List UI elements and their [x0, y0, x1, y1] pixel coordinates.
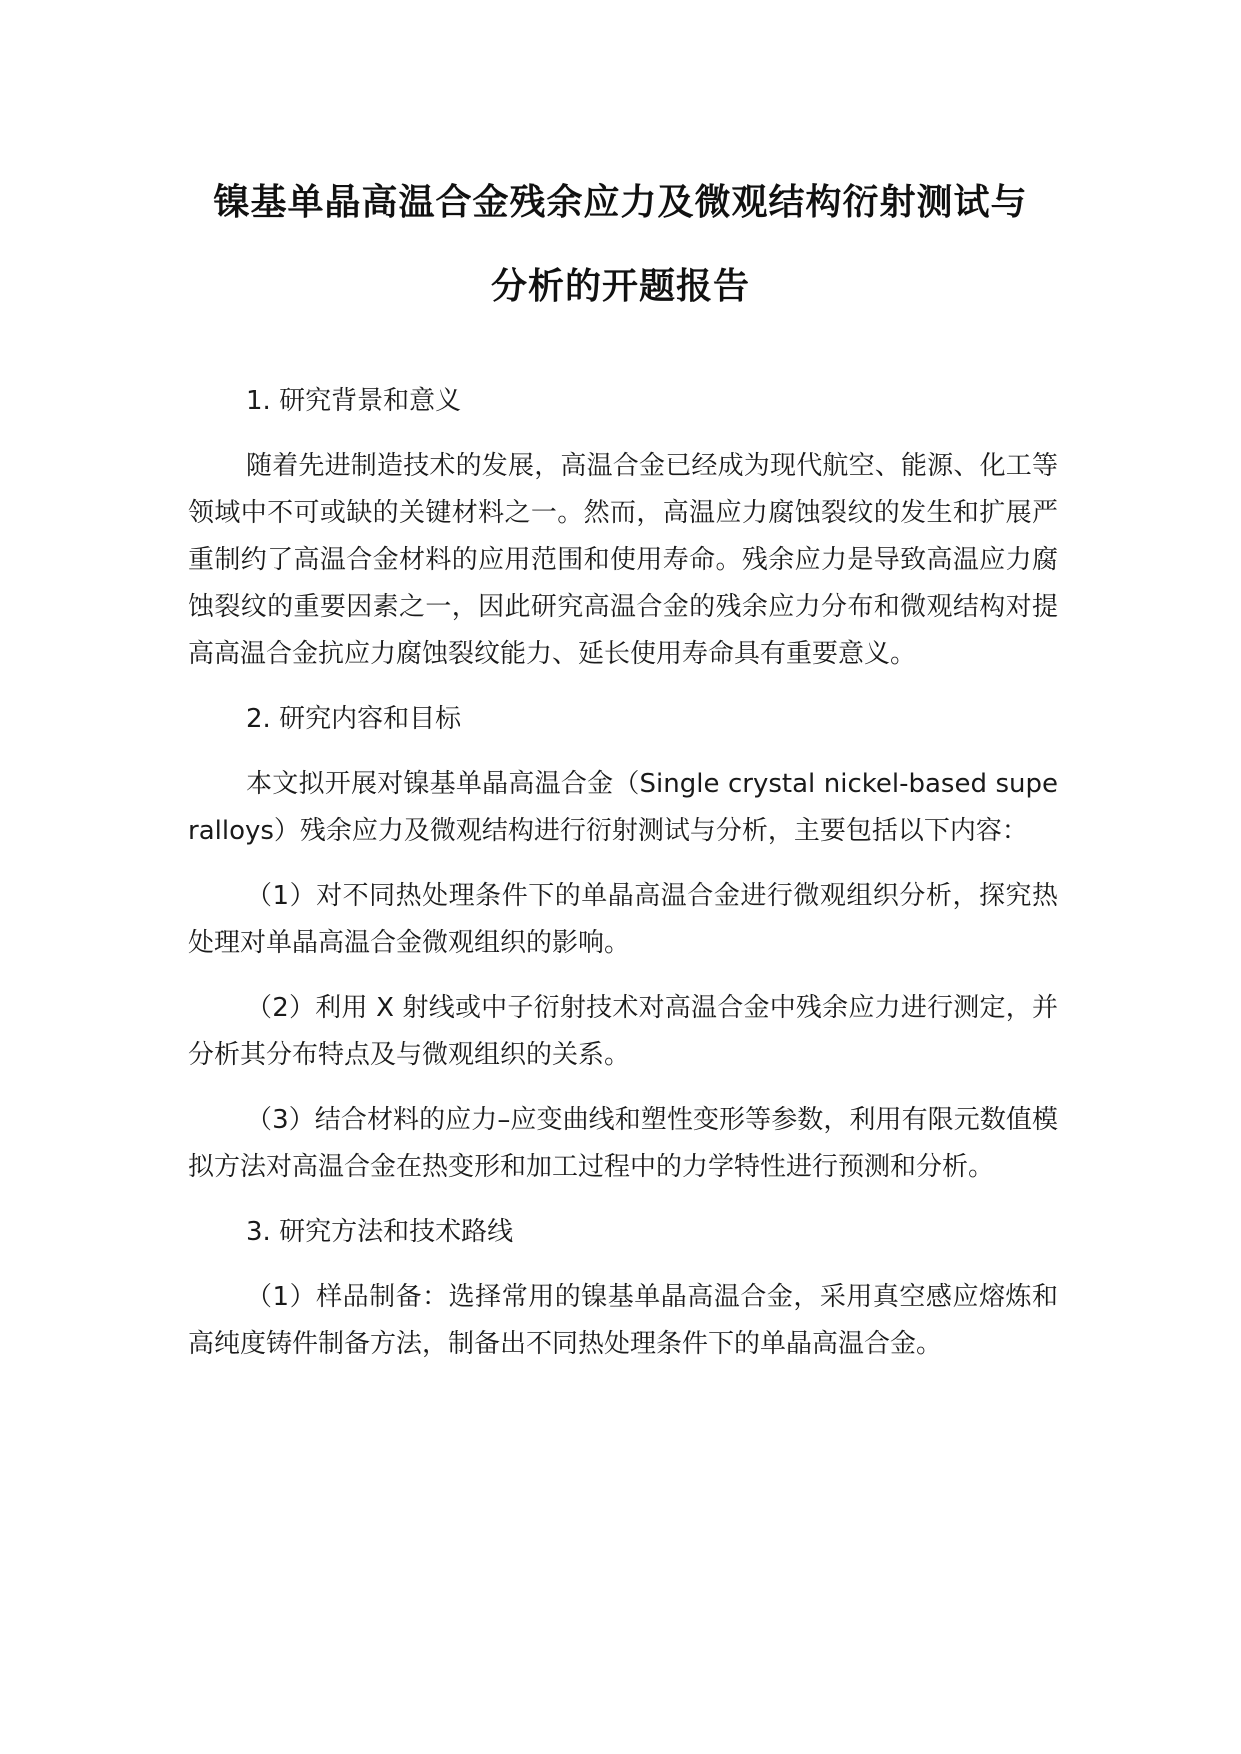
section-2-heading: 2. 研究内容和目标 — [246, 704, 462, 734]
section-2-item-3: （3）结合材料的应力–应变曲线和塑性变形等参数，利用有限元数值模拟方法对高温合金在热变形和加工过程中的力学特性进行预测和分析。 — [188, 1105, 1058, 1182]
document-title-line-2: 分析的开题报告 — [490, 266, 750, 307]
section-2-intro: 本文拟开展对镍基单晶高温合金（Single crystal nickel-based superalloys）残余应力及微观结构进行衍射测试与分析，主要包括以下内容： — [188, 769, 1058, 846]
document-title-line-1: 镍基单晶高温合金残余应力及微观结构衍射测试与 — [213, 182, 1028, 223]
document-body — [188, 378, 1058, 1386]
section-1-paragraph: 随着先进制造技术的发展，高温合金已经成为现代航空、能源、化工等领域中不可或缺的关键材料之一。然而，高温应力腐蚀裂纹的发生和扩展严重制约了高温合金材料的应用范围和使用寿命。残余应力是导致高温应力腐蚀裂纹的重要因素之一，因此研究高温合金的残余应力分布和微观结构对提高高温合金抗应力腐蚀裂纹能力、延长使用寿命具有重要意义。 — [188, 451, 1058, 669]
section-3-item-1: （1）样品制备：选择常用的镍基单晶高温合金，采用真空感应熔炼和高纯度铸件制备方法，制备出不同热处理条件下的单晶高温合金。 — [188, 1282, 1058, 1359]
section-2-item-2: （2）利用 X 射线或中子衍射技术对高温合金中残余应力进行测定，并分析其分布特点及与微观组织的关系。 — [188, 993, 1058, 1070]
section-3-heading: 3. 研究方法和技术路线 — [246, 1217, 514, 1247]
section-2-item-1: （1）对不同热处理条件下的单晶高温合金进行微观组织分析，探究热处理对单晶高温合金微观组织的影响。 — [188, 881, 1058, 958]
section-1-heading: 1. 研究背景和意义 — [246, 386, 462, 416]
